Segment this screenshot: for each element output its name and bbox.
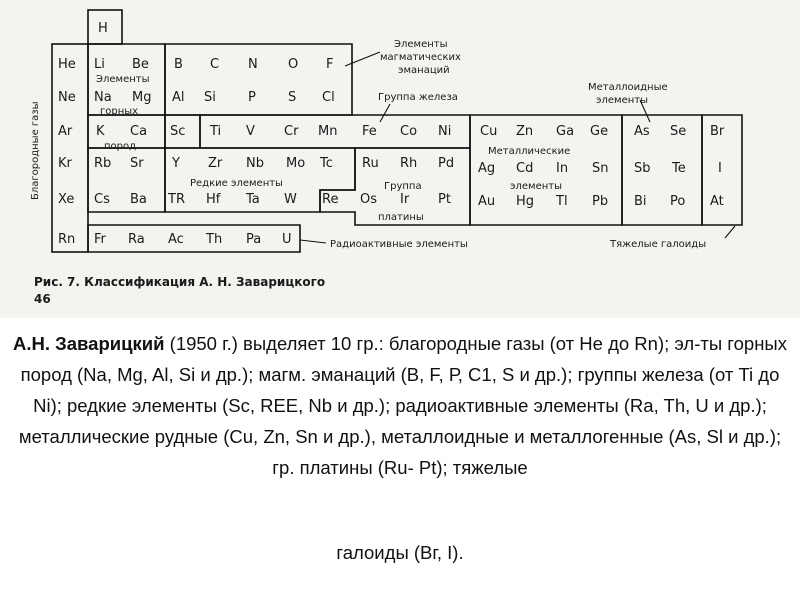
page-number: 46 bbox=[34, 292, 51, 306]
label-rare: Редкие элементы bbox=[190, 178, 283, 189]
arrow-heavy-halogens bbox=[725, 226, 735, 238]
element-ag: Ag bbox=[478, 161, 496, 176]
element-re: Re bbox=[322, 192, 339, 207]
arrow-radioactive bbox=[300, 240, 326, 243]
element-he: He bbox=[58, 57, 76, 72]
element-na: Na bbox=[94, 90, 112, 105]
element-ni: Ni bbox=[438, 124, 452, 139]
description-body: (1950 г.) выделяет 10 гр.: благородные газы (от Не до Rn); эл-ты горных пород (Na, Mg, Al, Si и др.); магм. эманаций (В, F, Р, С1, S и др.); группы железа (от Ti до Ni); редкие элементы (Sc, REE, Nb и др.); радиоактивные элементы (Ra, Th, U и др.); металлические рудные (Сu, Zn, Sn и др.), металлоидные и металлогенные (As, Sl и др.); гр. платины (Ru- Pt); тяжелые bbox=[18, 333, 787, 478]
label-metallic-1: Металлические bbox=[488, 146, 571, 157]
element-au: Au bbox=[478, 194, 496, 209]
label-metalloid-1: Металлоидные bbox=[588, 82, 668, 93]
element-bi: Bi bbox=[634, 194, 647, 209]
element-sc: Sc bbox=[170, 124, 186, 139]
element-se: Se bbox=[670, 124, 687, 139]
element-cu: Cu bbox=[480, 124, 498, 139]
label-noble-gases: Благородные газы bbox=[30, 101, 41, 200]
element-po: Po bbox=[670, 194, 686, 209]
element-tr: TR bbox=[168, 192, 185, 207]
element-u: U bbox=[282, 232, 292, 247]
element-sb: Sb bbox=[634, 161, 651, 176]
element-si: Si bbox=[204, 90, 216, 105]
label-metalloid-2: элементы bbox=[596, 95, 648, 106]
element-pa: Pa bbox=[246, 232, 262, 247]
label-magmatic-1: Элементы bbox=[394, 39, 448, 50]
element-n: N bbox=[248, 57, 258, 72]
element-v: V bbox=[246, 124, 255, 139]
element-kr: Kr bbox=[58, 156, 72, 171]
label-platinum-1: Группа bbox=[384, 181, 422, 192]
element-ne: Ne bbox=[58, 90, 76, 105]
figure-caption: Рис. 7. Классификация А. Н. Заварицкого bbox=[34, 275, 326, 289]
element-pb: Pb bbox=[592, 194, 609, 209]
element-li: Li bbox=[94, 57, 105, 72]
element-th: Th bbox=[206, 232, 223, 247]
element-rh: Rh bbox=[400, 156, 418, 171]
element-pt: Pt bbox=[438, 192, 451, 207]
element-o: O bbox=[288, 57, 299, 72]
arrow-magmatic bbox=[345, 52, 380, 66]
element-ir: Ir bbox=[400, 192, 410, 207]
element-b: B bbox=[174, 57, 183, 72]
element-al: Al bbox=[172, 90, 185, 105]
element-y: Y bbox=[172, 156, 180, 171]
element-h: H bbox=[98, 21, 108, 36]
element-cs: Cs bbox=[94, 192, 110, 207]
element-cd: Cd bbox=[516, 161, 534, 176]
element-cr: Cr bbox=[284, 124, 299, 139]
element-ta: Ta bbox=[246, 192, 260, 207]
label-rock-forming-1: Элементы bbox=[96, 74, 150, 85]
element-cl: Cl bbox=[322, 90, 335, 105]
element-f: F bbox=[326, 57, 334, 72]
label-metallic-2: элементы bbox=[510, 181, 562, 192]
label-radioactive: Радиоактивные элементы bbox=[330, 239, 468, 250]
element-xe: Xe bbox=[58, 192, 75, 207]
element-ca: Ca bbox=[130, 124, 148, 139]
element-ru: Ru bbox=[362, 156, 379, 171]
element-ac: Ac bbox=[168, 232, 184, 247]
element-co: Co bbox=[400, 124, 418, 139]
element-ra: Ra bbox=[128, 232, 145, 247]
description-paragraph bbox=[8, 328, 792, 483]
element-rb: Rb bbox=[94, 156, 112, 171]
element-in: In bbox=[556, 161, 569, 176]
arrow-iron-group bbox=[380, 104, 390, 122]
element-hf: Hf bbox=[206, 192, 221, 207]
element-tl: Tl bbox=[556, 194, 568, 209]
element-ti: Ti bbox=[210, 124, 222, 139]
box-radioactive bbox=[88, 225, 300, 252]
element-zn: Zn bbox=[516, 124, 534, 139]
element-mg: Mg bbox=[132, 90, 152, 105]
element-be: Be bbox=[132, 57, 149, 72]
element-hg: Hg bbox=[516, 194, 535, 209]
label-magmatic-3: эманаций bbox=[398, 65, 450, 76]
label-platinum-2: платины bbox=[378, 212, 424, 223]
label-rock-forming-2: горных bbox=[100, 106, 139, 117]
description-tail: галоиды (Вг, I). bbox=[336, 542, 464, 563]
label-magmatic-2: магматических bbox=[380, 52, 461, 63]
element-at: At bbox=[710, 194, 724, 209]
element-sr: Sr bbox=[130, 156, 144, 171]
element-rn: Rn bbox=[58, 232, 76, 247]
element-c: C bbox=[210, 57, 220, 72]
element-ar: Ar bbox=[58, 124, 73, 139]
box-noble-gases bbox=[52, 44, 88, 252]
element-s: S bbox=[288, 90, 297, 105]
element-tc: Tc bbox=[320, 156, 333, 171]
element-w: W bbox=[284, 192, 297, 207]
element-ge: Ge bbox=[590, 124, 609, 139]
element-pd: Pd bbox=[438, 156, 455, 171]
element-k: K bbox=[96, 124, 105, 139]
element-mn: Mn bbox=[318, 124, 338, 139]
label-iron-group: Группа железа bbox=[378, 92, 458, 103]
element-sn: Sn bbox=[592, 161, 609, 176]
element-zr: Zr bbox=[208, 156, 223, 171]
element-fr: Fr bbox=[94, 232, 106, 247]
element-ba: Ba bbox=[130, 192, 147, 207]
element-i: I bbox=[718, 161, 722, 176]
element-br: Br bbox=[710, 124, 725, 139]
label-heavy-halogens: Тяжелые галоиды bbox=[610, 239, 707, 250]
element-te: Te bbox=[672, 161, 686, 176]
element-fe: Fe bbox=[362, 124, 377, 139]
author-name: А.Н. Заварицкий bbox=[13, 333, 165, 354]
element-os: Os bbox=[360, 192, 378, 207]
element-nb: Nb bbox=[246, 156, 264, 171]
element-as: As bbox=[634, 124, 650, 139]
label-rock-forming-3: пород bbox=[104, 141, 137, 152]
element-ga: Ga bbox=[556, 124, 575, 139]
element-mo: Mo bbox=[286, 156, 306, 171]
element-p: P bbox=[248, 90, 256, 105]
description-text bbox=[8, 328, 792, 483]
